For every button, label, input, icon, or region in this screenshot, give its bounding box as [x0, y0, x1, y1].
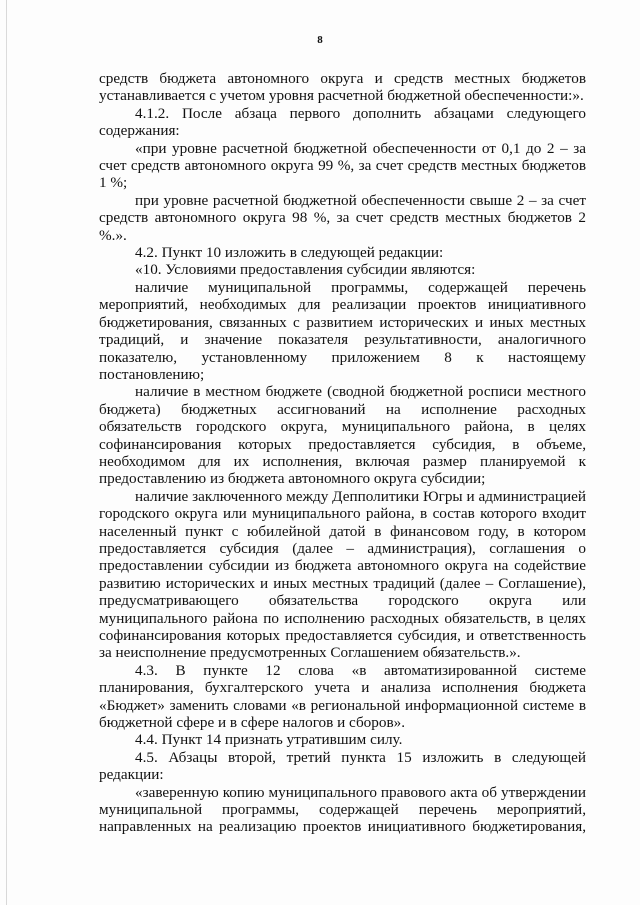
paragraph-condition-budget: наличие в местном бюджете (сводной бюджетной росписи местного бюджета) бюджетных ассигнований на исполнение расходных обязательств городского округа, муниципального района, в целях софинансирования которых предоставляется субсидия, в объеме, необходимом для их исполнения, включая размер планируемой к предоставлению из бюджета автономного округа субсидии;: [99, 383, 586, 488]
paragraph-quote-program-copy: «заверенную копию муниципального правового акта об утверждении муниципальной программы, содержащей перечень мероприятий, направленных на реализацию проектов инициативного бюджетирования,: [99, 783, 586, 836]
paragraph-4-2: 4.2. Пункт 10 изложить в следующей редакции:: [135, 244, 444, 262]
paragraph-4-4: 4.4. Пункт 14 признать утратившим силу.: [135, 731, 403, 749]
paragraph-level-above-2: при уровне расчетной бюджетной обеспеченности свыше 2 – за счет средств автономного округа 98 %, за счет средств местных бюджетов 2 %.».: [99, 191, 586, 244]
paragraph-item-10: «10. Условиями предоставления субсидии являются:: [135, 261, 476, 279]
paragraph-4-5: 4.5. Абзацы второй, третий пункта 15 изложить в следующей редакции:: [99, 748, 586, 784]
page-number: 8: [317, 34, 323, 46]
document-body: [99, 70, 586, 836]
paragraph-4-3: 4.3. В пункте 12 слова «в автоматизированной системе планирования, бухгалтерского учета и анализа исполнения бюджета «Бюджет» заменить словами «в региональной информационной системе в бюджетной сфере и в сфере налогов и сборов».: [99, 661, 586, 732]
paragraph-quote-level-0-1-to-2: «при уровне расчетной бюджетной обеспеченности от 0,1 до 2 – за счет средств автономного округа 99 %, за счет средств местных бюджетов 1 %;: [99, 139, 586, 192]
paragraph-4-1-2: 4.1.2. После абзаца первого дополнить абзацами следующего содержания:: [99, 104, 586, 140]
paragraph-condition-agreement: наличие заключенного между Депполитики Югры и администрацией городского округа или муниципального района, в состав которого входит населенный пункт с юбилейной датой в финансовом году, в котором предоставляется субсидия (далее – администрация), соглашения о предоставлении субсидии из бюджета автономного округа на содействие развитию исторических и иных местных традиций (далее – Соглашение), предусматривающего обязательства городского округа или муниципального района по исполнению расходных обязательств, в целях софинансирования которых предоставляется субсидия, и ответственность за неисполнение предусмотренных Соглашением обязательств.».: [99, 487, 586, 662]
paragraph-continuation: средств бюджета автономного округа и средств местных бюджетов устанавливается с учетом уровня расчетной бюджетной обеспеченности:».: [99, 70, 586, 105]
paragraph-condition-program: наличие муниципальной программы, содержащей перечень мероприятий, необходимых для реализации проектов инициативного бюджетирования, связанных с развитием исторических и иных местных традиций, и значение показателя результативности, аналогичного показателю, установленному приложением 8 к настоящему постановлению;: [99, 278, 586, 383]
scan-edge-line: [6, 0, 7, 905]
